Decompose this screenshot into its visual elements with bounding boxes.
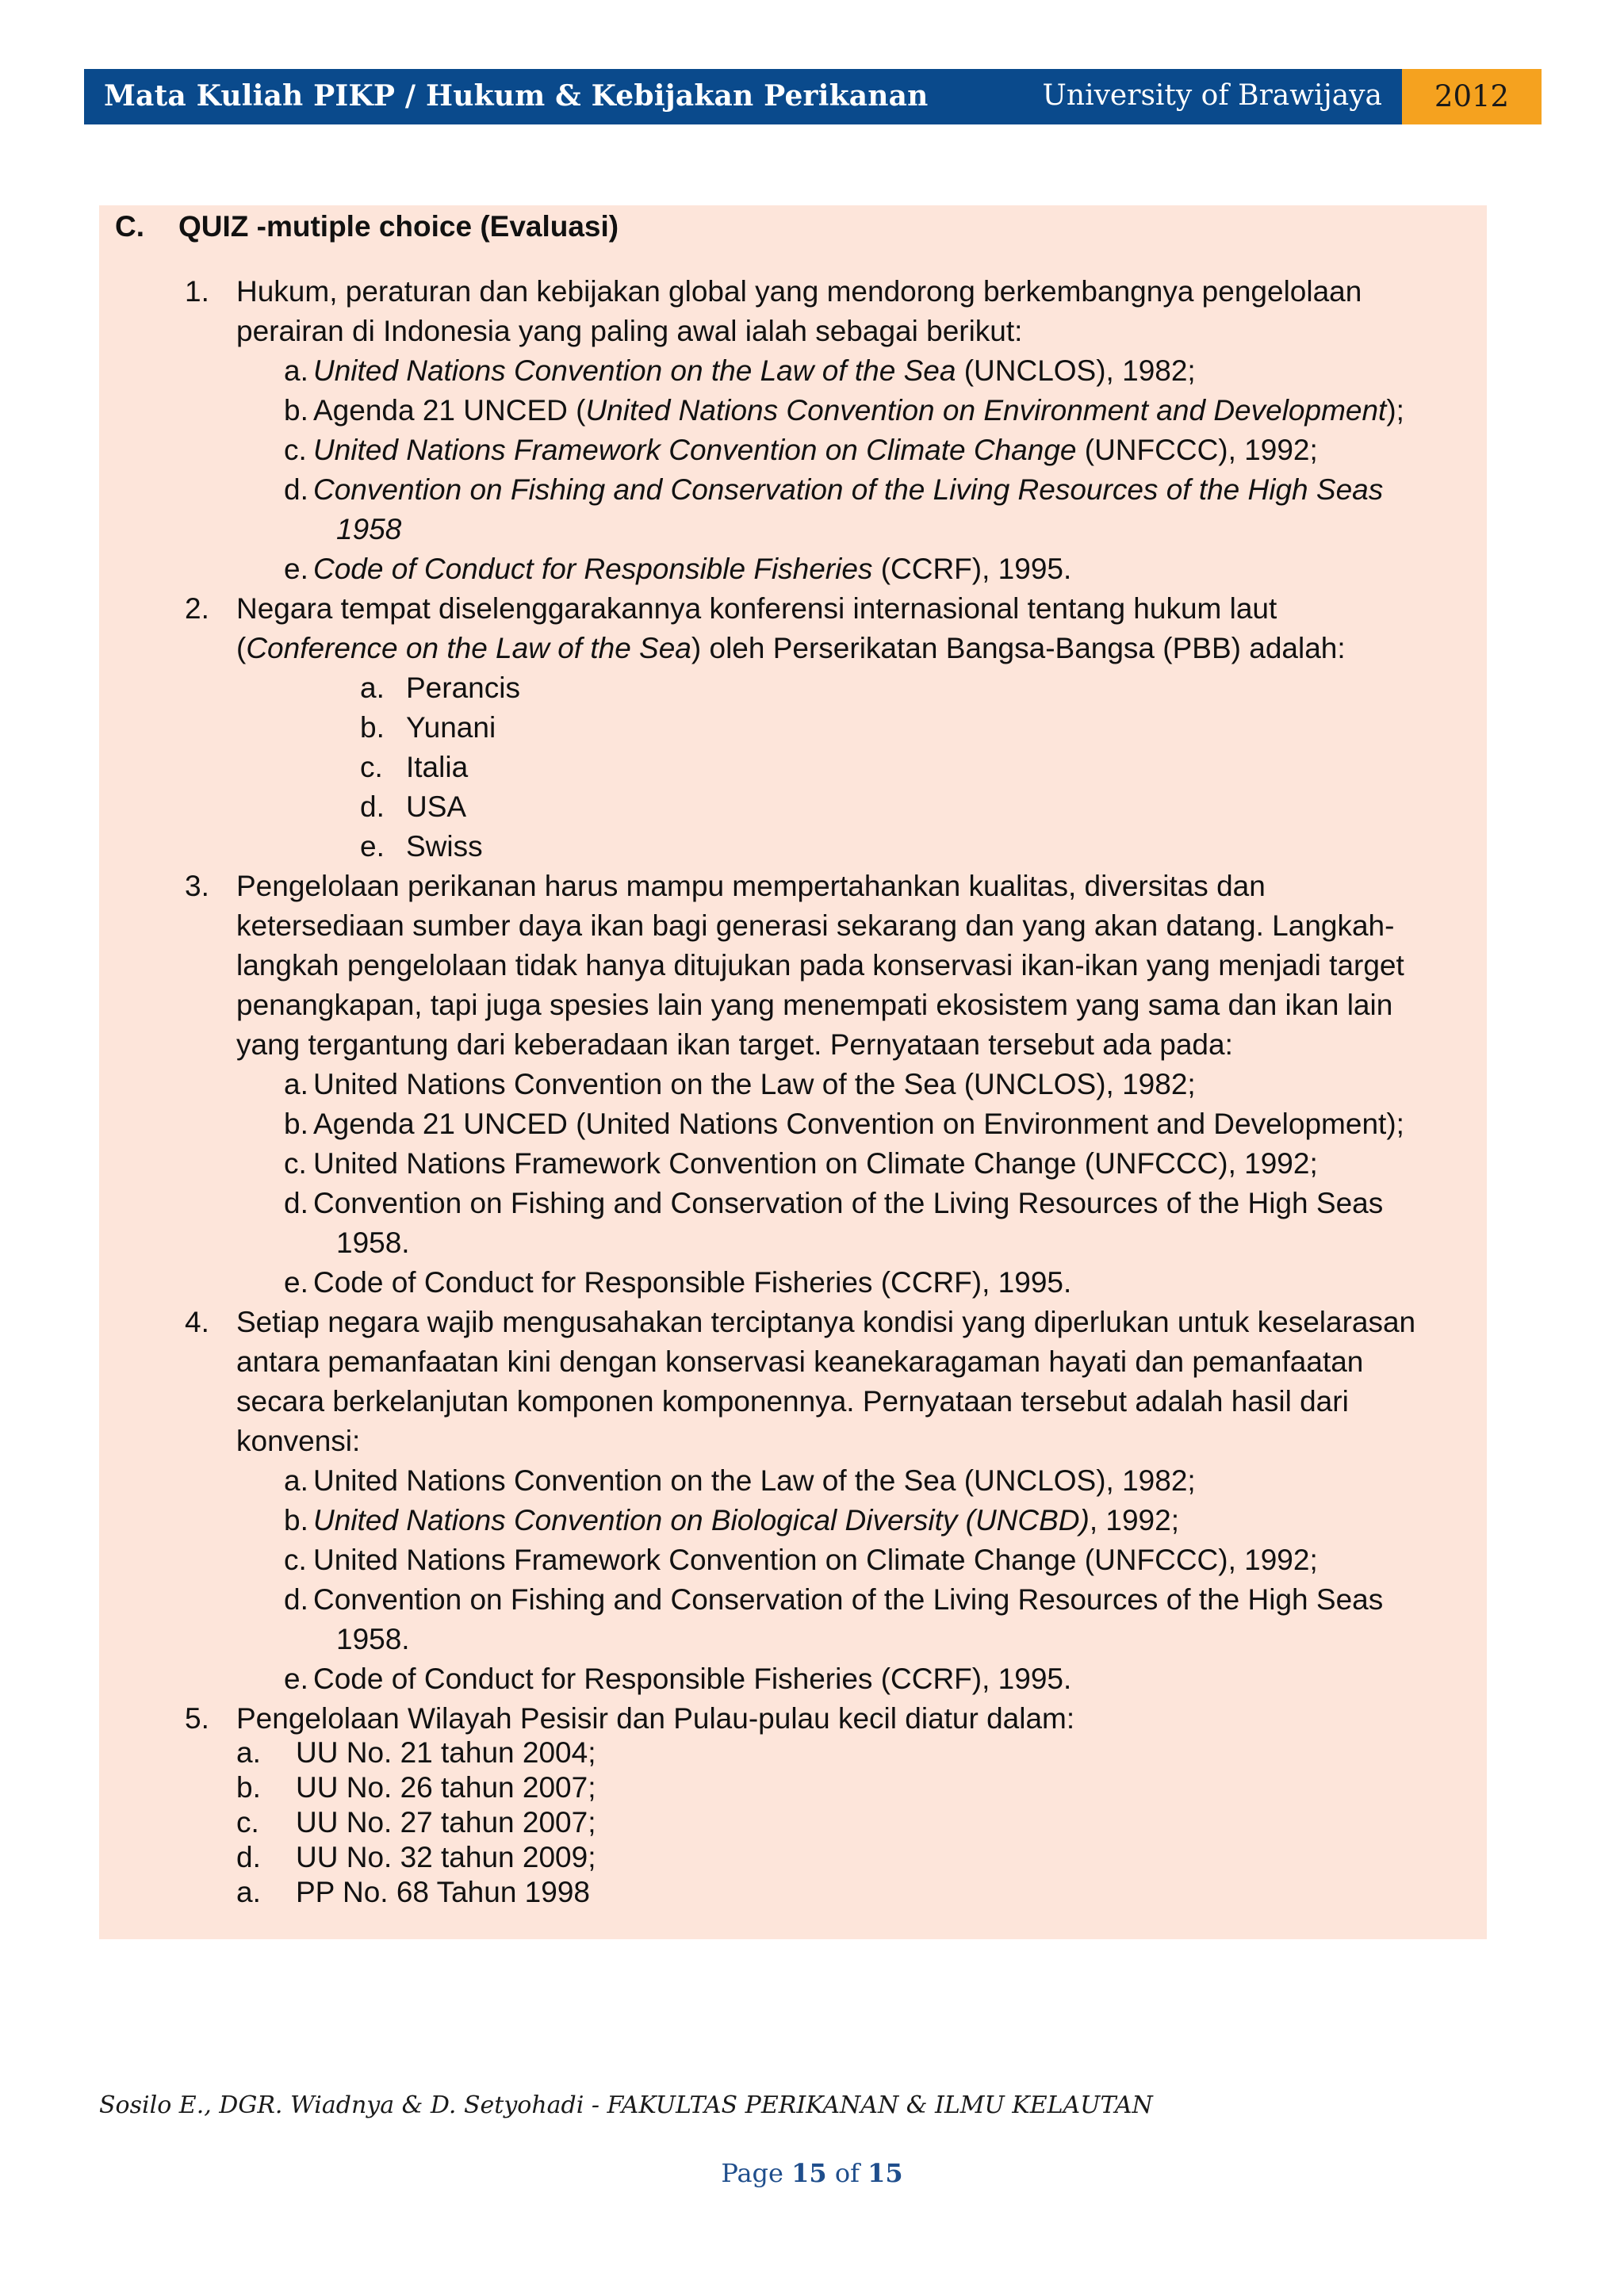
option-text-italic: Convention on Fishing and Conservation of the Living Resources of the High Seas — [313, 473, 1384, 506]
option-e — [360, 828, 483, 865]
option-text: UU No. 27 tahun 2007; — [296, 1806, 596, 1839]
page-number — [0, 2158, 1624, 2188]
option-d — [284, 1582, 1384, 1618]
option-letter: c. — [284, 434, 307, 466]
option-text: UU No. 21 tahun 2004; — [296, 1736, 596, 1769]
question-text-line: secara berkelanjutan komponen komponennya. Pernyataan tersebut adalah hasil dari — [236, 1385, 1349, 1418]
option-text: Convention on Fishing and Conservation of the Living Resources of the High Seas — [313, 1187, 1384, 1219]
question-text-line: Pengelolaan perikanan harus mampu mempertahankan kualitas, diversitas dan — [236, 870, 1266, 902]
question-number: 4. — [185, 1306, 209, 1338]
option-text: UU No. 26 tahun 2007; — [296, 1771, 596, 1804]
option-d — [284, 472, 1384, 508]
option-d-continuation: 1958. — [336, 1226, 410, 1259]
option-letter: d. — [236, 1841, 261, 1873]
option-letter: b. — [284, 1108, 308, 1140]
option-text: (UNCLOS), 1982; — [956, 354, 1196, 387]
option-text: ); — [1386, 394, 1404, 427]
option-letter: e. — [284, 553, 308, 585]
header-year-band — [1402, 69, 1542, 124]
option-a — [284, 353, 1196, 389]
option-c — [284, 1146, 1318, 1182]
question-number: 2. — [185, 592, 209, 625]
header-year: 2012 — [1434, 79, 1510, 113]
question-text-line: Pengelolaan Wilayah Pesisir dan Pulau-pulau kecil diatur dalam: — [236, 1702, 1075, 1735]
section-heading — [115, 209, 619, 245]
section-letter: C. — [115, 210, 144, 243]
option-text: Yunani — [406, 711, 496, 744]
option-a — [360, 670, 520, 706]
option-text: USA — [406, 790, 467, 823]
option-letter: c. — [360, 751, 383, 783]
option-letter: a. — [236, 1876, 261, 1908]
question-number: 3. — [185, 870, 209, 902]
option-text: Perancis — [406, 672, 520, 704]
option-letter: c. — [284, 1544, 307, 1576]
question-text-line: penangkapan, tapi juga spesies lain yang menempati ekosistem yang sama dan ikan lain — [236, 989, 1393, 1021]
option-e — [284, 1661, 1072, 1697]
question-number: 5. — [185, 1702, 209, 1735]
option-text: Code of Conduct for Responsible Fisheries (CCRF), 1995. — [313, 1663, 1072, 1695]
question-text-line: antara pemanfaatan kini dengan konservasi keanekaragaman hayati dan pemanfaatan — [236, 1345, 1364, 1378]
option-text: Convention on Fishing and Conservation of the Living Resources of the High Seas — [313, 1583, 1384, 1616]
quiz-panel — [99, 205, 1487, 1939]
option-letter: a. — [284, 354, 308, 387]
question-text-line: perairan di Indonesia yang paling awal ialah sebagai berikut: — [236, 315, 1023, 347]
course-title: Mata Kuliah PIKP / Hukum & Kebijakan Perikanan — [104, 79, 929, 113]
question-text-line: langkah pengelolaan tidak hanya ditujukan pada konservasi ikan-ikan yang menjadi target — [236, 949, 1404, 982]
option-text: United Nations Convention on the Law of the Sea (UNCLOS), 1982; — [313, 1464, 1196, 1497]
option-a — [236, 1735, 596, 1770]
question-text-line: Setiap negara wajib mengusahakan terciptanya kondisi yang diperlukan untuk keselarasan — [236, 1306, 1416, 1338]
option-letter: a. — [284, 1068, 308, 1100]
option-text: , 1992; — [1089, 1504, 1179, 1536]
option-text-italic: United Nations Framework Convention on Climate Change — [313, 434, 1077, 466]
question-text-line: konvensi: — [236, 1425, 361, 1457]
option-text-italic: United Nations Convention on the Law of the Sea — [313, 354, 956, 387]
question-text-line: Hukum, peraturan dan kebijakan global yang mendorong berkembangnya pengelolaan — [236, 275, 1362, 308]
option-letter: d. — [360, 790, 385, 823]
option-b — [360, 710, 496, 746]
option-d-continuation: 1958. — [336, 1623, 410, 1655]
option-letter: b. — [360, 711, 385, 744]
page-word: Page — [721, 2158, 783, 2188]
option-letter: c. — [284, 1147, 307, 1180]
option-letter: b. — [284, 394, 308, 427]
option-text: UU No. 32 tahun 2009; — [296, 1841, 596, 1873]
total-pages: 15 — [868, 2158, 903, 2188]
question-number: 1. — [185, 275, 209, 308]
option-text: Code of Conduct for Responsible Fisheries (CCRF), 1995. — [313, 1266, 1072, 1299]
option-letter: d. — [284, 473, 308, 506]
option-d — [236, 1840, 596, 1875]
option-letter: a. — [284, 1464, 308, 1497]
option-b — [236, 1770, 596, 1805]
option-text: United Nations Convention on the Law of the Sea (UNCLOS), 1982; — [313, 1068, 1196, 1100]
option-d — [284, 1185, 1384, 1222]
of-word: of — [834, 2158, 860, 2188]
option-c — [360, 749, 469, 786]
option-letter: e. — [360, 830, 385, 863]
option-text-italic: United Nations Convention on Biological Diversity (UNCBD) — [313, 1504, 1090, 1536]
option-letter: c. — [236, 1806, 259, 1839]
option-text: (UNFCCC), 1992; — [1076, 434, 1318, 466]
question-text-line — [236, 630, 1346, 667]
page-header — [84, 69, 1542, 124]
option-a — [284, 1463, 1196, 1499]
option-text: (CCRF), 1995. — [872, 553, 1072, 585]
option-letter: d. — [284, 1583, 308, 1616]
option-text-italic: Code of Conduct for Responsible Fisheries — [313, 553, 873, 585]
option-e — [284, 551, 1072, 587]
option-c — [284, 1542, 1318, 1578]
question-text: ) oleh Perserikatan Bangsa-Bangsa (PBB) adalah: — [691, 632, 1346, 664]
question-text-line: ketersediaan sumber daya ikan bagi generasi sekarang dan yang akan datang. Langkah- — [236, 909, 1395, 942]
option-letter: e. — [284, 1266, 308, 1299]
header-blue-band — [84, 69, 1402, 124]
option-text: Agenda 21 UNCED (United Nations Convention on Environment and Development); — [313, 1108, 1404, 1140]
option-text: Agenda 21 UNCED ( — [313, 394, 586, 427]
question-text-italic: Conference on the Law of the Sea — [246, 632, 691, 664]
option-letter: b. — [284, 1504, 308, 1536]
option-letter: e. — [284, 1663, 308, 1695]
option-d — [360, 789, 467, 825]
option-letter: a. — [360, 672, 385, 704]
university-name: University of Brawijaya — [1042, 79, 1382, 112]
option-text: United Nations Framework Convention on Climate Change (UNFCCC), 1992; — [313, 1147, 1318, 1180]
option-text: Italia — [406, 751, 469, 783]
section-title: QUIZ -mutiple choice (Evaluasi) — [178, 210, 619, 243]
footer-authors: Sosilo E., DGR. Wiadnya & D. Setyohadi - FAKULTAS PERIKANAN & ILMU KELAUTAN — [99, 2091, 1153, 2119]
option-b — [284, 1106, 1404, 1142]
question-text-line: Negara tempat diselenggarakannya konferensi internasional tentang hukum laut — [236, 592, 1277, 625]
option-c — [284, 432, 1318, 469]
question-text-line: yang tergantung dari keberadaan ikan target. Pernyataan tersebut ada pada: — [236, 1028, 1233, 1061]
option-text: United Nations Framework Convention on Climate Change (UNFCCC), 1992; — [313, 1544, 1318, 1576]
option-letter: a. — [236, 1736, 261, 1769]
option-e — [284, 1265, 1072, 1301]
question-text: ( — [236, 632, 247, 664]
option-letter: d. — [284, 1187, 308, 1219]
option-text: PP No. 68 Tahun 1998 — [296, 1876, 590, 1908]
option-c — [236, 1805, 596, 1840]
option-e — [236, 1875, 590, 1910]
option-a — [284, 1066, 1196, 1103]
option-d-continuation: 1958 — [336, 513, 402, 545]
option-text: Swiss — [406, 830, 483, 863]
current-page: 15 — [791, 2158, 827, 2188]
option-text-italic: United Nations Convention on Environment and Development — [585, 394, 1387, 427]
option-letter: b. — [236, 1771, 261, 1804]
option-b — [284, 392, 1404, 429]
option-b — [284, 1502, 1179, 1539]
